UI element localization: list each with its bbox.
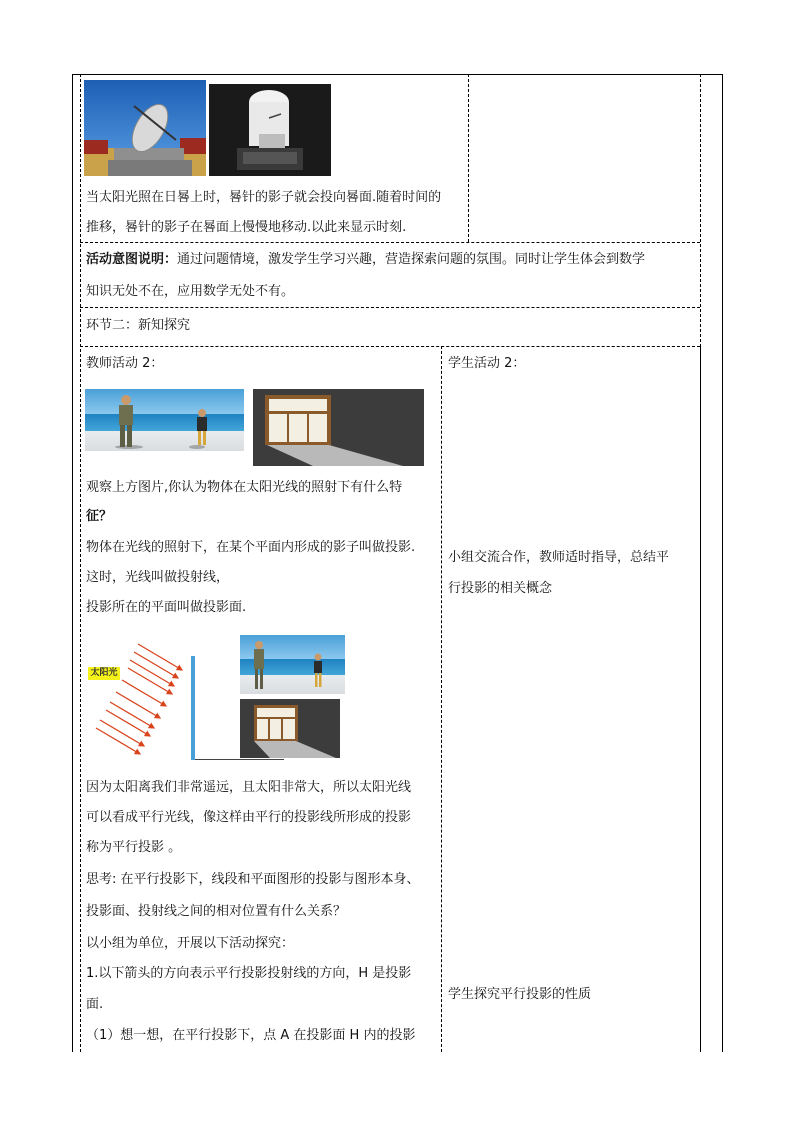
projection-wall	[191, 656, 195, 760]
item1-line1: 1.以下箭头的方向表示平行投影投射线的方向，H 是投影	[86, 966, 412, 981]
question-line2: 征？	[86, 509, 113, 524]
beach-people-photo	[85, 389, 244, 451]
table-outer-right-border	[722, 74, 723, 1052]
window-shadow-photo-small	[240, 699, 340, 758]
student-activity-line3: 学生探究平行投影的性质	[448, 987, 592, 1002]
table-outer-left-border	[72, 74, 73, 1052]
row1-text-line2: 推移，晷针的影子在晷面上慢慢地移动.以此来显示时刻.	[86, 220, 407, 235]
table-right-border-row1	[700, 74, 701, 347]
teacher-activity-title: 教师活动 2：	[86, 356, 164, 371]
parallel-line3: 称为平行投影 。	[86, 840, 182, 855]
intent-row-bottom-border	[80, 307, 700, 308]
think-line1: 思考: 在平行投影下，线段和平面图形的投影与图形本身、	[86, 872, 420, 887]
row1-column-divider	[468, 74, 469, 242]
parallel-line1: 因为太阳离我们非常遥远，且太阳非常大，所以太阳光线	[86, 780, 412, 795]
student-activity-line2: 行投影的相关概念	[448, 581, 553, 596]
sundial-photo-indoor	[209, 84, 331, 176]
table-left-border	[80, 74, 81, 1052]
sunlight-label: 太阳光	[88, 667, 120, 680]
table-top-border	[72, 74, 722, 75]
row1-text-line1: 当太阳光照在日晷上时，晷针的影子就会投向晷面.随着时间的	[86, 190, 442, 205]
parallel-line2: 可以看成平行光线，像这样由平行的投影线所形成的投影	[86, 810, 412, 825]
section2-row-bottom-border	[80, 346, 700, 347]
question-line1: 观察上方图片,你认为物体在太阳光线的照射下有什么特	[86, 480, 403, 495]
definition-line3: 投影所在的平面叫做投影面.	[86, 600, 247, 615]
intent-line1	[86, 251, 645, 269]
definition-line2: 这时，光线叫做投射线，	[86, 570, 230, 585]
beach-people-photo-small	[240, 635, 345, 694]
projection-ground-line	[195, 759, 284, 760]
student-activity-title: 学生活动 2：	[448, 356, 526, 371]
teacher-student-divider	[441, 346, 442, 1052]
sundial-photo-outdoor	[84, 80, 206, 176]
table-right-border-lower	[700, 347, 701, 1052]
think-line2: 投影面、投射线之间的相对位置有什么关系？	[86, 904, 347, 919]
intent-line2: 知识无处不在，应用数学无处不有。	[86, 284, 295, 299]
group-activity-line: 以小组为单位，开展以下活动探究：	[86, 936, 295, 951]
section2-title: 环节二：新知探究	[86, 318, 191, 333]
item1-sub-question: （1）想一想，在平行投影下，点 A 在投影面 H 内的投影	[86, 1028, 416, 1043]
row1-bottom-border	[80, 242, 700, 243]
sun-rays-diagram	[94, 640, 194, 760]
intent-line1-text: 通过问题情境，激发学生学习兴趣，营造探索问题的氛围。同时让学生体会到数学	[177, 252, 646, 267]
student-activity-line1: 小组交流合作，教师适时指导，总结平	[448, 550, 670, 565]
intent-label: 活动意图说明：	[86, 252, 178, 267]
definition-line1: 物体在光线的照射下，在某个平面内形成的影子叫做投影.	[86, 540, 416, 555]
window-shadow-photo	[253, 389, 424, 466]
item1-line2: 面.	[86, 997, 104, 1012]
